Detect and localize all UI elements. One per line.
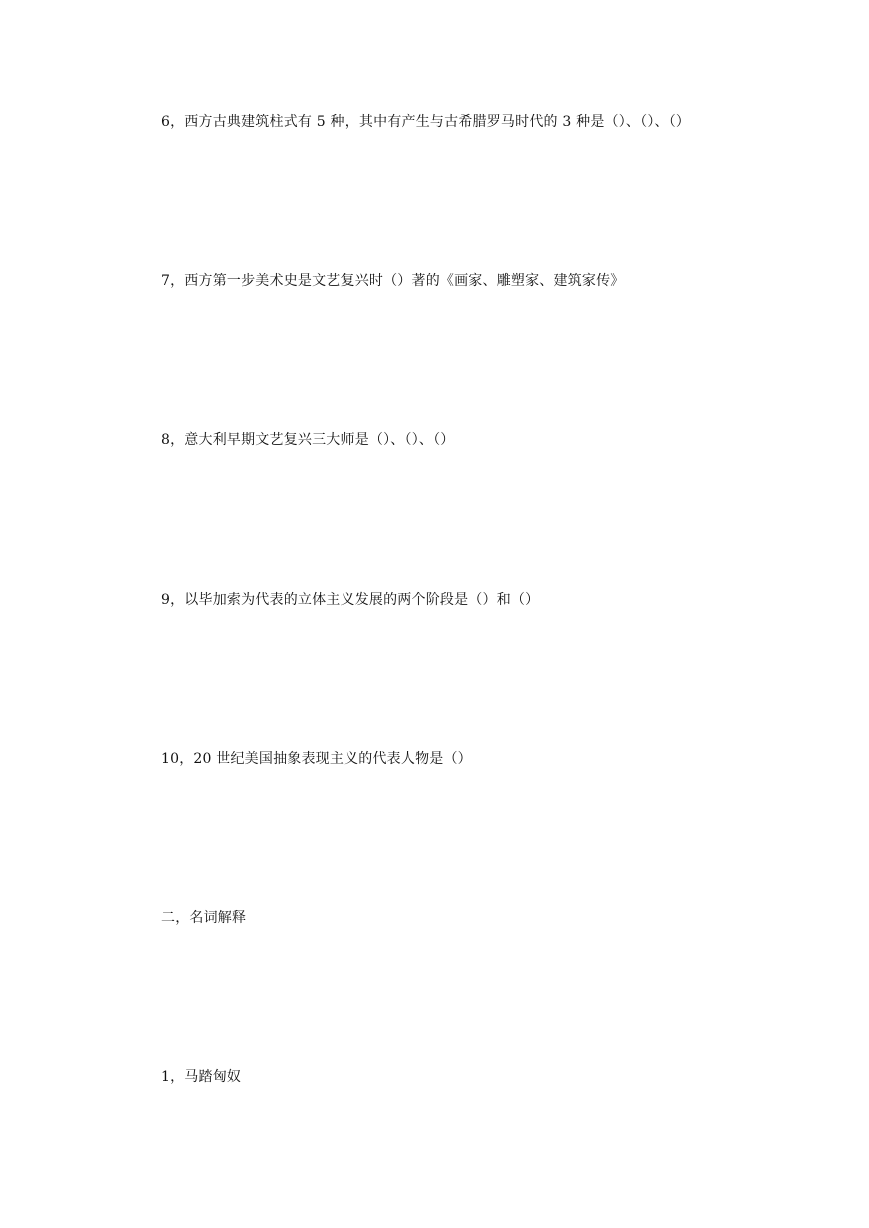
question-7: 7，西方第一步美术史是文艺复兴时（）著的《画家、雕塑家、建筑家传》 xyxy=(161,273,625,289)
question-6: 6，西方古典建筑柱式有 5 种，其中有产生与古希腊罗马时代的 3 种是（）、（）、（） xyxy=(161,114,691,130)
term-item-1: 1，马踏匈奴 xyxy=(161,1069,242,1085)
section-heading: 二，名词解释 xyxy=(161,910,247,926)
question-8: 8，意大利早期文艺复兴三大师是（）、（）、（） xyxy=(161,432,455,448)
question-9: 9，以毕加索为代表的立体主义发展的两个阶段是（）和（） xyxy=(161,592,540,608)
question-10: 10，20 世纪美国抽象表现主义的代表人物是（） xyxy=(161,751,472,767)
